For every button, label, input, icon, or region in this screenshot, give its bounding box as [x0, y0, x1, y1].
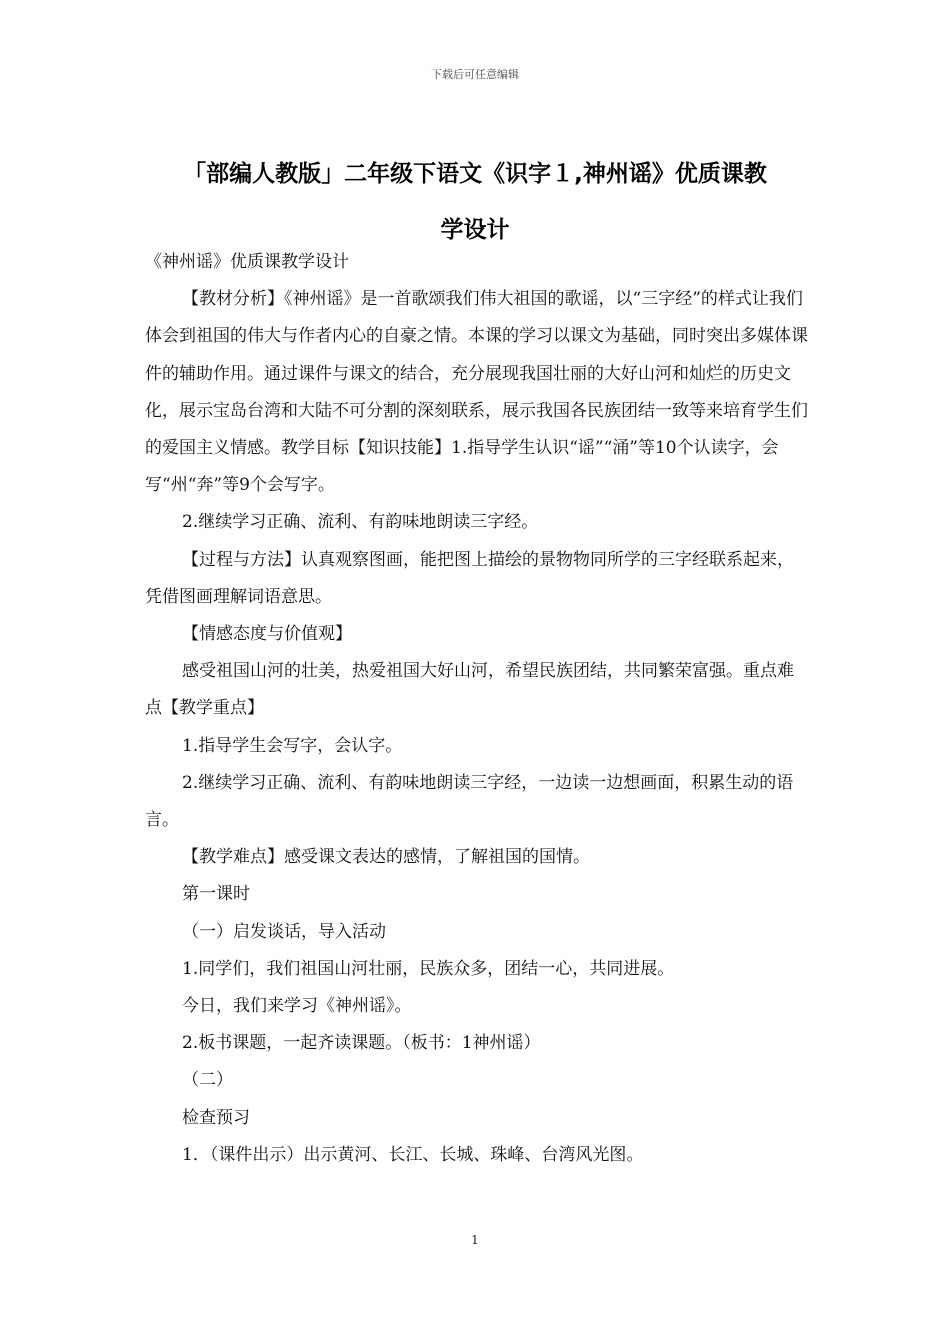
paragraph: 【教材分析】《神州谣》是一首歌颂我们伟大祖国的歌谣，以“三字经”的样式让我们体会到祖国的伟大与作者内心的自豪之情。本课的学习以课文为基础，同时突出多媒体课件的辅助作用。通过课件与课文的结合，充分展现我国壮丽的大好山河和灿烂的历史文化，展示宝岛台湾和大陆不可分割的深刻联系，展示我国各民族团结一致等来培育学生们的爱国主义情感。教学目标【知识技能】1.指导学生认识“谣”“涌”等10个认读字，会写“州“奔”等9个会写字。	[145, 289, 808, 496]
paragraph: 第一课时	[182, 884, 250, 905]
paragraph: 今日，我们来学习《神州谣》。	[182, 996, 412, 1017]
paragraph: 1.指导学生会写字，会认字。	[182, 735, 403, 756]
document-body	[145, 244, 810, 1174]
paragraph: （一）启发谈话，导入活动	[182, 921, 386, 942]
title-line-1: 「部编人教版」二年级下语文《识字１,神州谣》优质课教	[183, 161, 767, 187]
paragraph: （二）	[182, 1070, 233, 1091]
paragraph: 《神州谣》优质课教学设计	[145, 252, 349, 272]
document-title	[120, 146, 830, 258]
paragraph: 检查预习	[182, 1107, 250, 1128]
page-header: 下载后可任意编辑	[431, 68, 519, 81]
title-line-2: 学设计	[440, 217, 510, 243]
paragraph: 感受祖国山河的壮美，热爱祖国大好山河，希望民族团结，共同繁荣富强。重点难点【教学重点】	[145, 661, 794, 719]
paragraph: 【过程与方法】认真观察图画，能把图上描绘的景物物同所学的三字经联系起来，凭借图画理解词语意思。	[145, 549, 794, 607]
paragraph: 【教学难点】感受课文表达的感情，了解祖国的国情。	[182, 847, 590, 868]
paragraph: 1．（课件出示）出示黄河、长江、长城、珠峰、台湾风光图。	[182, 1144, 644, 1165]
paragraph: 【情感态度与价值观】	[182, 624, 352, 645]
page-number: 1	[471, 1233, 479, 1247]
paragraph: 1.同学们，我们祖国山河壮丽，民族众多，团结一心，共同进展。	[182, 958, 675, 979]
paragraph: 2.继续学习正确、流利、有韵味地朗读三字经。	[182, 512, 539, 533]
paragraph: 2.板书课题，一起齐读课题。（板书：1神州谣）	[182, 1033, 541, 1054]
paragraph: 2.继续学习正确、流利、有韵味地朗读三字经，一边读一边想画面，积累生动的语言。	[145, 772, 794, 831]
